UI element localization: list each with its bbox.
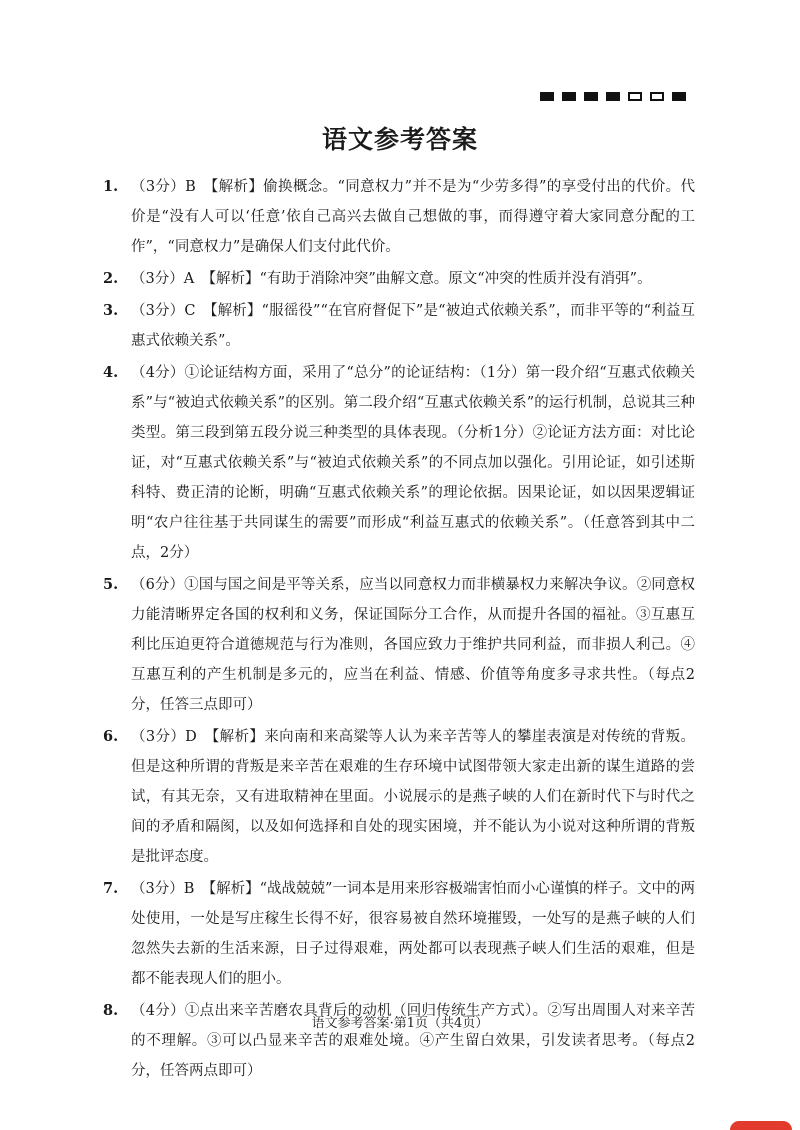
- answer-number: 5.: [103, 576, 119, 593]
- answer-item: [103, 570, 695, 720]
- answer-text: （3分）B 【解析】“战战兢兢”一词本是用来形容极端害怕而小心谨慎的样子。文中的两处使用，一处是写庄稼生长得不好，很容易被自然环境摧毁，一处写的是燕子峡的人们忽然失去新的生活来源，日子过得艰难，两处都可以表现燕子峡人们生活的艰难，但是都不能表现人们的胆小。: [131, 881, 695, 987]
- answer-text: （6分）①国与国之间是平等关系，应当以同意权力而非横暴权力来解决争议。②同意权力能清晰界定各国的权利和义务，保证国际分工合作，从而提升各国的福祉。③互惠互利比压迫更符合道德规范与行为准则，各国应致力于维护共同利益，而非损人利己。④互惠互利的产生机制是多元的，应当在利益、情感、价值等角度多寻求共性。（每点2分，任答三点即可）: [131, 577, 695, 713]
- answer-item: [103, 296, 695, 356]
- marker-square: [606, 92, 620, 101]
- answer-text: （4分）①点出来辛苦磨农具背后的动机（回归传统生产方式）。②写出周围人对来辛苦的不理解。③可以凸显来辛苦的艰难处境。④产生留白效果，引发读者思考。（每点2分，任答两点即可）: [131, 1003, 695, 1079]
- marker-square: [540, 92, 554, 101]
- answer-text: （4分）①论证结构方面，采用了“总分”的论证结构：（1分）第一段介绍“互惠式依赖关系”与“被迫式依赖关系”的区别。第二段介绍“互惠式依赖关系”的运行机制，总说其三种类型。第三段到第五段分说三种类型的具体表现。（分析1分）②论证方法方面：对比论证，对“互惠式依赖关系”与“被迫式依赖关系”的不同点加以强化。引用论证，如引述斯科特、费正清的论断，明确“互惠式依赖关系”的理论依据。因果论证，如以因果逻辑证明“农户往往基于共同谋生的需要”而形成“利益互惠式的依赖关系”。（任意答到其中二点，2分）: [131, 365, 695, 561]
- answer-item: [103, 358, 695, 568]
- answer-number: 6.: [103, 728, 119, 745]
- answer-number: 2.: [103, 270, 119, 287]
- answer-text: （3分）D 【解析】来向南和来高粱等人认为来辛苦等人的攀崖表演是对传统的背叛。但是这种所谓的背叛是来辛苦在艰难的生存环境中试图带领大家走出新的谋生道路的尝试，有其无奈，又有进取精神在里面。小说展示的是燕子峡的人们在新时代下与时代之间的矛盾和隔阂，以及如何选择和自处的现实困境，并不能认为小说对这种所谓的背叛是批评态度。: [131, 729, 695, 865]
- page-marker-squares: [540, 92, 686, 101]
- answer-number: 8.: [103, 1002, 119, 1019]
- corner-badge: [730, 1121, 792, 1130]
- marker-square: [650, 92, 664, 101]
- marker-square: [562, 92, 576, 101]
- answer-number: 3.: [103, 302, 119, 319]
- answer-text: （3分）A 【解析】“有助于消除冲突”曲解文意。原文“冲突的性质并没有消弭”。: [131, 271, 652, 287]
- page-footer: 语文参考答案·第1页（共4页）: [311, 1016, 489, 1031]
- answer-list: [103, 172, 695, 1088]
- answer-item: [103, 172, 695, 262]
- answer-number: 4.: [103, 364, 119, 381]
- answer-item: [103, 722, 695, 872]
- marker-square: [672, 92, 686, 101]
- answer-item: [103, 264, 695, 294]
- answer-text: （3分）B 【解析】偷换概念。“同意权力”并不是为“少劳多得”的享受付出的代价。代价是“没有人可以‘任意’依自己高兴去做自己想做的事，而得遵守着大家同意分配的工作”，“同意权力”是确保人们支付此代价。: [131, 179, 695, 255]
- answer-item: [103, 874, 695, 994]
- answer-number: 1.: [103, 178, 119, 195]
- answer-text: （3分）C 【解析】“服徭役”“在官府督促下”是“被迫式依赖关系”，而非平等的“利益互惠式依赖关系”。: [131, 303, 695, 349]
- marker-square: [628, 92, 642, 101]
- page-title: 语文参考答案: [321, 125, 478, 154]
- answer-number: 7.: [103, 880, 119, 897]
- answer-item: [103, 996, 695, 1086]
- marker-square: [584, 92, 598, 101]
